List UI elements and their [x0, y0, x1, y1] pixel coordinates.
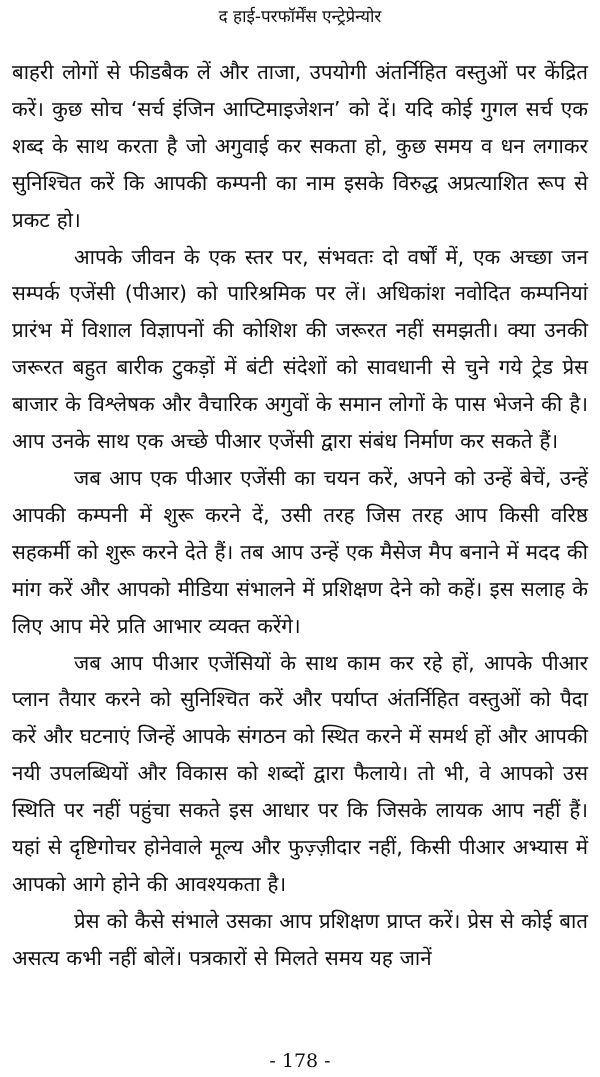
- page-number: - 178 -: [269, 1050, 331, 1072]
- paragraph-4: जब आप पीआर एजेंसियों के साथ काम कर रहे हों, आपके पीआर प्लान तैयार करने को सुनिश्चित करें और पर्याप्त अंतर्निहित वस्तुओं को पैदा करें और घटनाएं जिन्हें आपके संगठन को स्थित करने में समर्थ हों और आपकी नयी उपलब्धियों और विकास को शब्दों द्वारा फैलाये। तो भी, वे आपको उस स्थिति पर नहीं पहुंचा सकते इस आधार पर कि जिसके लायक आप नहीं हैं। यहां से दृष्टिगोचर होनेवाले मूल्य और फुज़्ज़ीदार नहीं, किसी पीआर अभ्यास में आपको आगे होने की आवश्यकता है।: [12, 650, 588, 896]
- paragraph-3: जब आप एक पीआर एजेंसी का चयन करें, अपने को उन्हें बेचें, उन्हें आपकी कम्पनी में शुरू करने दें, उसी तरह जिस तरह आप किसी वरिष्ठ सहकर्मी को शुरू करने देते हैं। तब आप उन्हें एक मैसेज मैप बनाने में मदद की मांग करें और आपको मीडिया संभालने में प्रशिक्षण देने को कहें। इस सलाह के लिए आप मेरे प्रति आभार व्यक्त करेंगे।: [12, 465, 588, 638]
- page-body-text: [12, 54, 588, 977]
- paragraph-5: प्रेस को कैसे संभाले उसका आप प्रशिक्षण प्राप्त करें। प्रेस से कोई बात असत्य कभी नहीं बोलें। पत्रकारों से मिलते समय यह जानें: [12, 908, 588, 970]
- running-header-title: द हाई-परफॉर्मेंस एन्ट्रेप्रेन्योर: [218, 7, 382, 27]
- paragraph-2: आपके जीवन के एक स्तर पर, संभवतः दो वर्षों में, एक अच्छा जन सम्पर्क एजेंसी (पीआर) को पारिश्रमिक पर लें। अधिकांश नवोदित कम्पनियां प्रारंभ में विशाल विज्ञापनों की कोशिश की जरूरत नहीं समझती। क्या उनकी जरूरत बहुत बारीक टुकड़ों में बंटी संदेशों को सावधानी से चुने गये ट्रेड प्रेस बाजार के विश्लेषक और वैचारिक अगुवों के समान लोगों के पास भेजने की है। आप उनके साथ एक अच्छे पीआर एजेंसी द्वारा संबंध निर्माण कर सकते हैं।: [12, 244, 588, 454]
- paragraph-1: बाहरी लोगों से फीडबैक लें और ताजा, उपयोगी अंतर्निहित वस्तुओं पर केंद्रित करें। कुछ सोच ‘सर्च इंजिन आप्टिमाइजेशन’ को दें। यदि कोई गुगल सर्च एक शब्द के साथ करता है जो अगुवाई कर सकता हो, कुछ समय व धन लगाकर सुनिश्चित करें कि आपकी कम्पनी का नाम इसके विरुद्ध अप्रत्याशित रूप से प्रकट हो।: [12, 60, 588, 232]
